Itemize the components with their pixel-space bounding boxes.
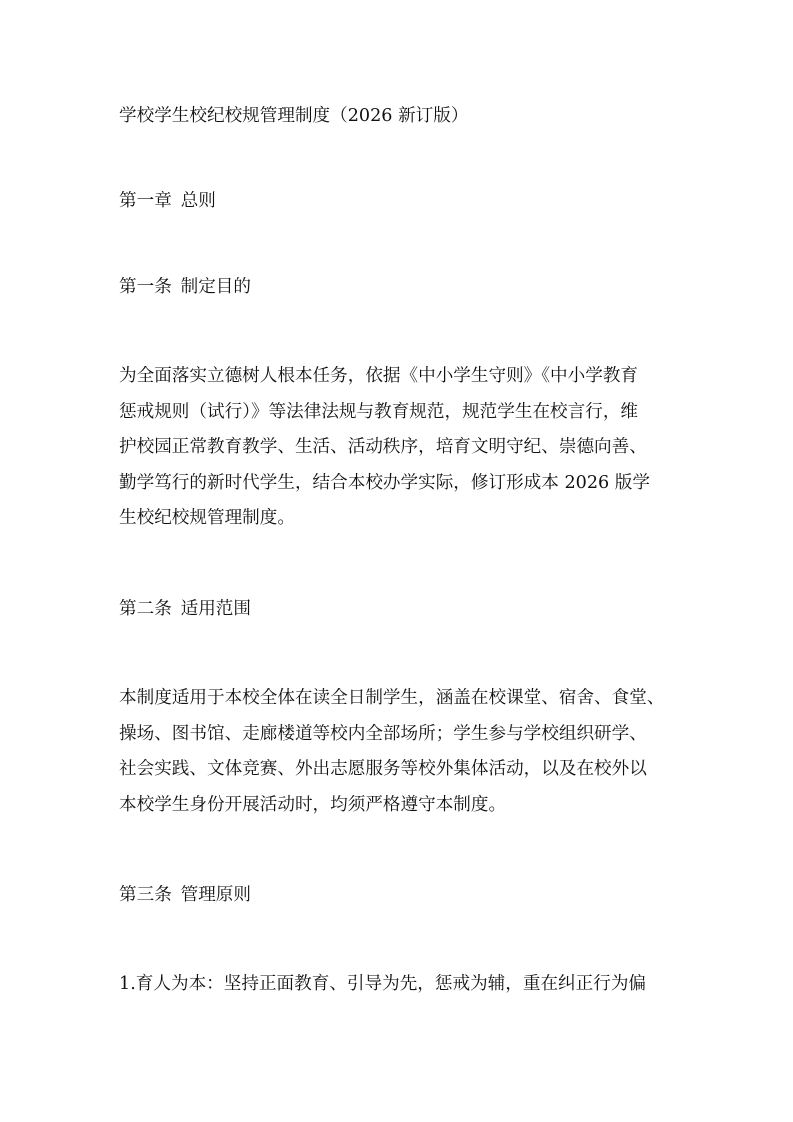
paragraph-line: 操场、图书馆、走廊楼道等校内全部场所；学生参与学校组织研学、 — [119, 723, 647, 744]
article-paragraph — [119, 681, 679, 823]
paragraph-line: 生校纪校规管理制度。 — [119, 508, 295, 529]
paragraph-line: 护校园正常教育教学、生活、活动秩序，培育文明守纪、崇德向善、 — [119, 437, 647, 458]
article-name: 管理原则 — [180, 885, 251, 906]
article-number: 第二条 — [119, 598, 172, 619]
article-heading — [119, 595, 679, 623]
paragraph-line: 本校学生身份开展活动时，均须严格遵守本制度。 — [119, 794, 507, 815]
paragraph-line: 本制度适用于本校全体在读全日制学生，涵盖在校课堂、宿舍、食堂、 — [119, 687, 665, 708]
article-name: 适用范围 — [180, 598, 251, 619]
article-number: 第三条 — [119, 885, 172, 906]
paragraph-line: 1.育人为本：坚持正面教育、引导为先，惩戒为辅，重在纠正行为偏 — [119, 974, 647, 995]
document-body — [119, 102, 679, 1003]
article-heading — [119, 273, 679, 301]
article-paragraph — [119, 967, 679, 1003]
article-heading — [119, 881, 679, 909]
article-name: 制定目的 — [180, 277, 251, 297]
article-paragraph — [119, 359, 679, 537]
chapter-number: 第一章 — [119, 191, 172, 211]
paragraph-line: 惩戒规则（试行）》等法律法规与教育规范，规范学生在校言行，维 — [119, 401, 639, 422]
paragraph-line: 为全面落实立德树人根本任务，依据《中小学生守则》《中小学教育 — [119, 366, 639, 386]
article-number: 第一条 — [119, 277, 172, 297]
document-title: 学校学生校纪校规管理制度（2026 新订版） — [119, 106, 469, 126]
chapter-heading — [119, 187, 679, 215]
paragraph-line: 勤学笃行的新时代学生，结合本校办学实际，修订形成本 2026 版学 — [119, 472, 650, 493]
paragraph-line: 社会实践、文体竞赛、外出志愿服务等校外集体活动，以及在校外以 — [119, 759, 647, 780]
chapter-name: 总则 — [180, 191, 216, 211]
